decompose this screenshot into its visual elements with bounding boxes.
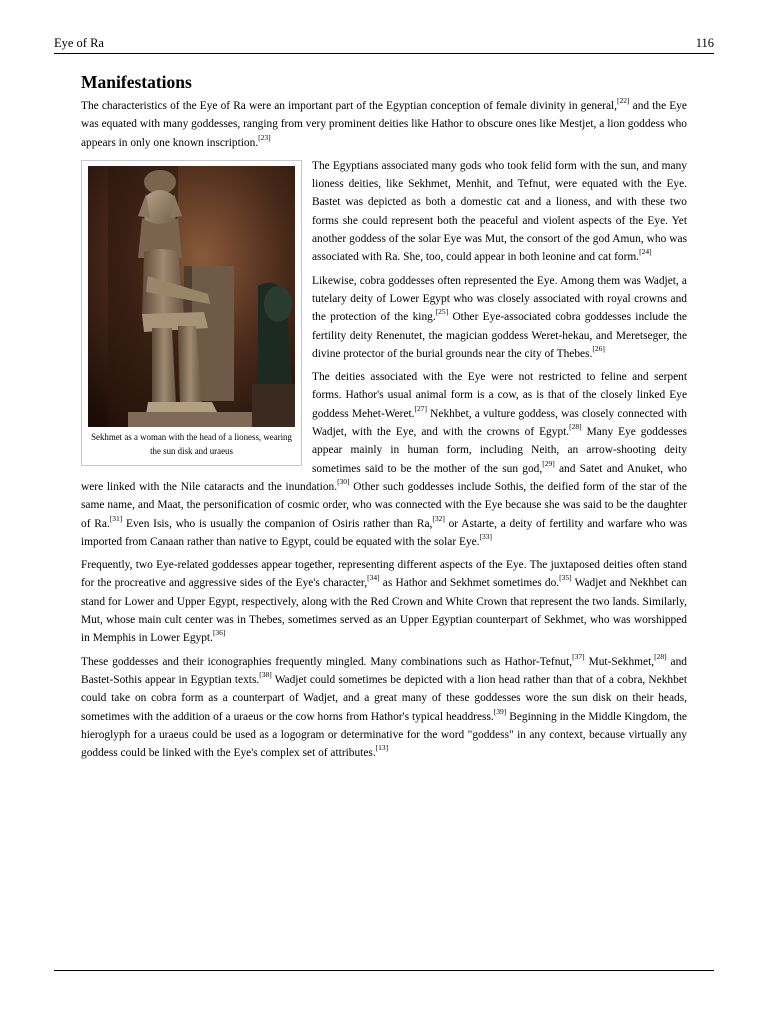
paragraph-text: Other such goddesses include Sothis, the deified form of the star of the same name, and Maat, the personification of cosmic order, who was connected with the Eye because she was said to be the daughter of Ra. [81, 480, 687, 530]
citation-ref[interactable]: [32] [432, 513, 445, 523]
paragraph-text: Beginning in the Middle Kingdom, the hieroglyph for a uraeus could be used as a logogram or determinative for the word "goddess" in any context, because virtually any goddess could be linked with the Eye's complex set of attributes. [81, 710, 687, 760]
page-number: 116 [695, 36, 714, 50]
citation-ref[interactable]: [39] [493, 706, 507, 716]
running-header [54, 36, 714, 51]
footer-rule [54, 970, 714, 971]
paragraph-text: Nekhbet, a vulture goddess, was closely connected with Wadjet, with the Eye, and with the crowns of Egypt. [312, 407, 687, 439]
citation-ref[interactable]: [28] [654, 651, 667, 661]
paragraph-text: Many Eye goddesses appear mainly in human form, including Neith, an arrow-shooting deity sometimes said to be the mother of the sun god, [312, 426, 687, 475]
figure-caption: Sekhmet as a woman with the head of a lioness, wearing the sun disk and uraeus [91, 431, 292, 456]
paragraph-text: and Bastet-Sothis appear in Egyptian texts. [81, 655, 688, 686]
paragraph-text: Frequently, two Eye-related goddesses appear together, representing different aspects of the Eye. The juxtaposed deities often stand for the procreative and aggressive sides of the Eye's character, [81, 559, 687, 590]
paragraph-text: Mut-Sekhmet, [584, 655, 655, 668]
paragraph-text: Other Eye-associated cobra goddesses include the fertility deity Renenutet, the magician goddess Weret-hekau, and Meretseger, the divine protector of the burial grounds near the city of Thebes. [312, 311, 687, 360]
citation-ref[interactable]: [36] [212, 628, 226, 638]
paragraph-text: These goddesses and their iconographies frequently mingled. Many combinations such as Hathor-Tefnut, [81, 655, 573, 668]
citation-ref[interactable]: [22] [617, 96, 630, 105]
citation-ref[interactable]: [30] [337, 476, 350, 486]
citation-ref[interactable]: [23] [258, 132, 271, 142]
paragraph-mingled-iconography [81, 653, 687, 763]
paragraph-text: and Satet and Anuket, who were linked with the Nile cataracts and the inundation. [81, 462, 687, 493]
citation-ref[interactable]: [13] [375, 743, 389, 753]
citation-ref[interactable]: [37] [572, 651, 585, 661]
figure-sekhmet [81, 160, 302, 466]
citation-ref[interactable]: [26] [592, 343, 605, 353]
paragraph-text: The deities associated with the Eye were not restricted to feline and serpent forms. Hathor's usual animal form is a cow, as is that of the closely linked Eye goddess Mehet-Weret. [312, 371, 687, 420]
citation-ref[interactable]: [25] [435, 307, 449, 317]
citation-ref[interactable]: [28] [569, 422, 582, 432]
paragraph-text: Wadjet could sometimes be depicted with a lion head rather than that of a cobra, Nekhbet could take on cobra form as a counterpart of Wadjet, and a great many of these goddesses wore the sun disk on their heads, sometimes with the addition of a uraeus or the cow horns from Hathor's typical headdress. [81, 673, 688, 723]
citation-ref[interactable]: [27] [414, 403, 428, 413]
paragraph-intro [81, 97, 687, 152]
sekhmet-statue-image [88, 166, 295, 427]
paragraph-text: and the Eye was equated with many goddesses, ranging from very prominent deities like Hathor to obscure ones like Mestjet, a lion goddess who appears in only one known inscription. [81, 100, 687, 149]
citation-ref[interactable]: [34] [367, 573, 380, 583]
header-rule [54, 53, 714, 54]
paragraph-text: Wadjet and Nekhbet can stand for Lower and Upper Egypt, respectively, along with the Red Crown and White Crown that represent the two lands. Similarly, Mut, whose main cult center was in Thebes, sometimes served as an Upper Egyptian counterpart of Sekhmet, who was worshipped in Memphis in Lower Egypt. [81, 577, 687, 645]
paragraph-text: Likewise, cobra goddesses often represented the Eye. Among them was Wadjet, a tutelary deity of Lower Egypt who was closely associated with royal crowns and the protection of the king. [312, 274, 687, 324]
paragraph-text: Even Isis, who is usually the companion of Osiris rather than Ra, [122, 517, 433, 530]
header-title: Eye of Ra [54, 36, 104, 50]
citation-ref[interactable]: [31] [109, 513, 123, 523]
paragraph-text: or Astarte, a deity of fertility and warfare who was imported from Canaan rather than native to Egypt, could be equated with the solar Eye. [81, 517, 688, 548]
citation-ref[interactable]: [24] [639, 247, 652, 257]
article-body [81, 70, 687, 767]
citation-ref[interactable]: [29] [542, 458, 555, 468]
citation-ref[interactable]: [35] [559, 573, 572, 583]
paragraph-text: The Egyptians associated many gods who took felid form with the sun, and many lioness deities, like Sekhmet, Menhit, and Tefnut, were equated with the Eye. Bastet was depicted as both a domestic cat and a lioness, and with these two forms she could represent both the peaceful and violent aspects of the Eye. Yet another goddess of the solar Eye was Mut, the consort of the god Amun, who was associated with Ra. She, too, could appear in both leonine and cat form. [312, 159, 687, 264]
paragraph-text: as Hathor and Sekhmet sometimes do. [379, 577, 560, 590]
paragraph-paired-goddesses [81, 556, 687, 647]
paragraph-text: The characteristics of the Eye of Ra were an important part of the Egyptian conception of female divinity in general, [81, 100, 618, 112]
section-heading: Manifestations [81, 72, 192, 92]
citation-ref[interactable]: [38] [259, 669, 272, 679]
citation-ref[interactable]: [33] [479, 531, 493, 541]
